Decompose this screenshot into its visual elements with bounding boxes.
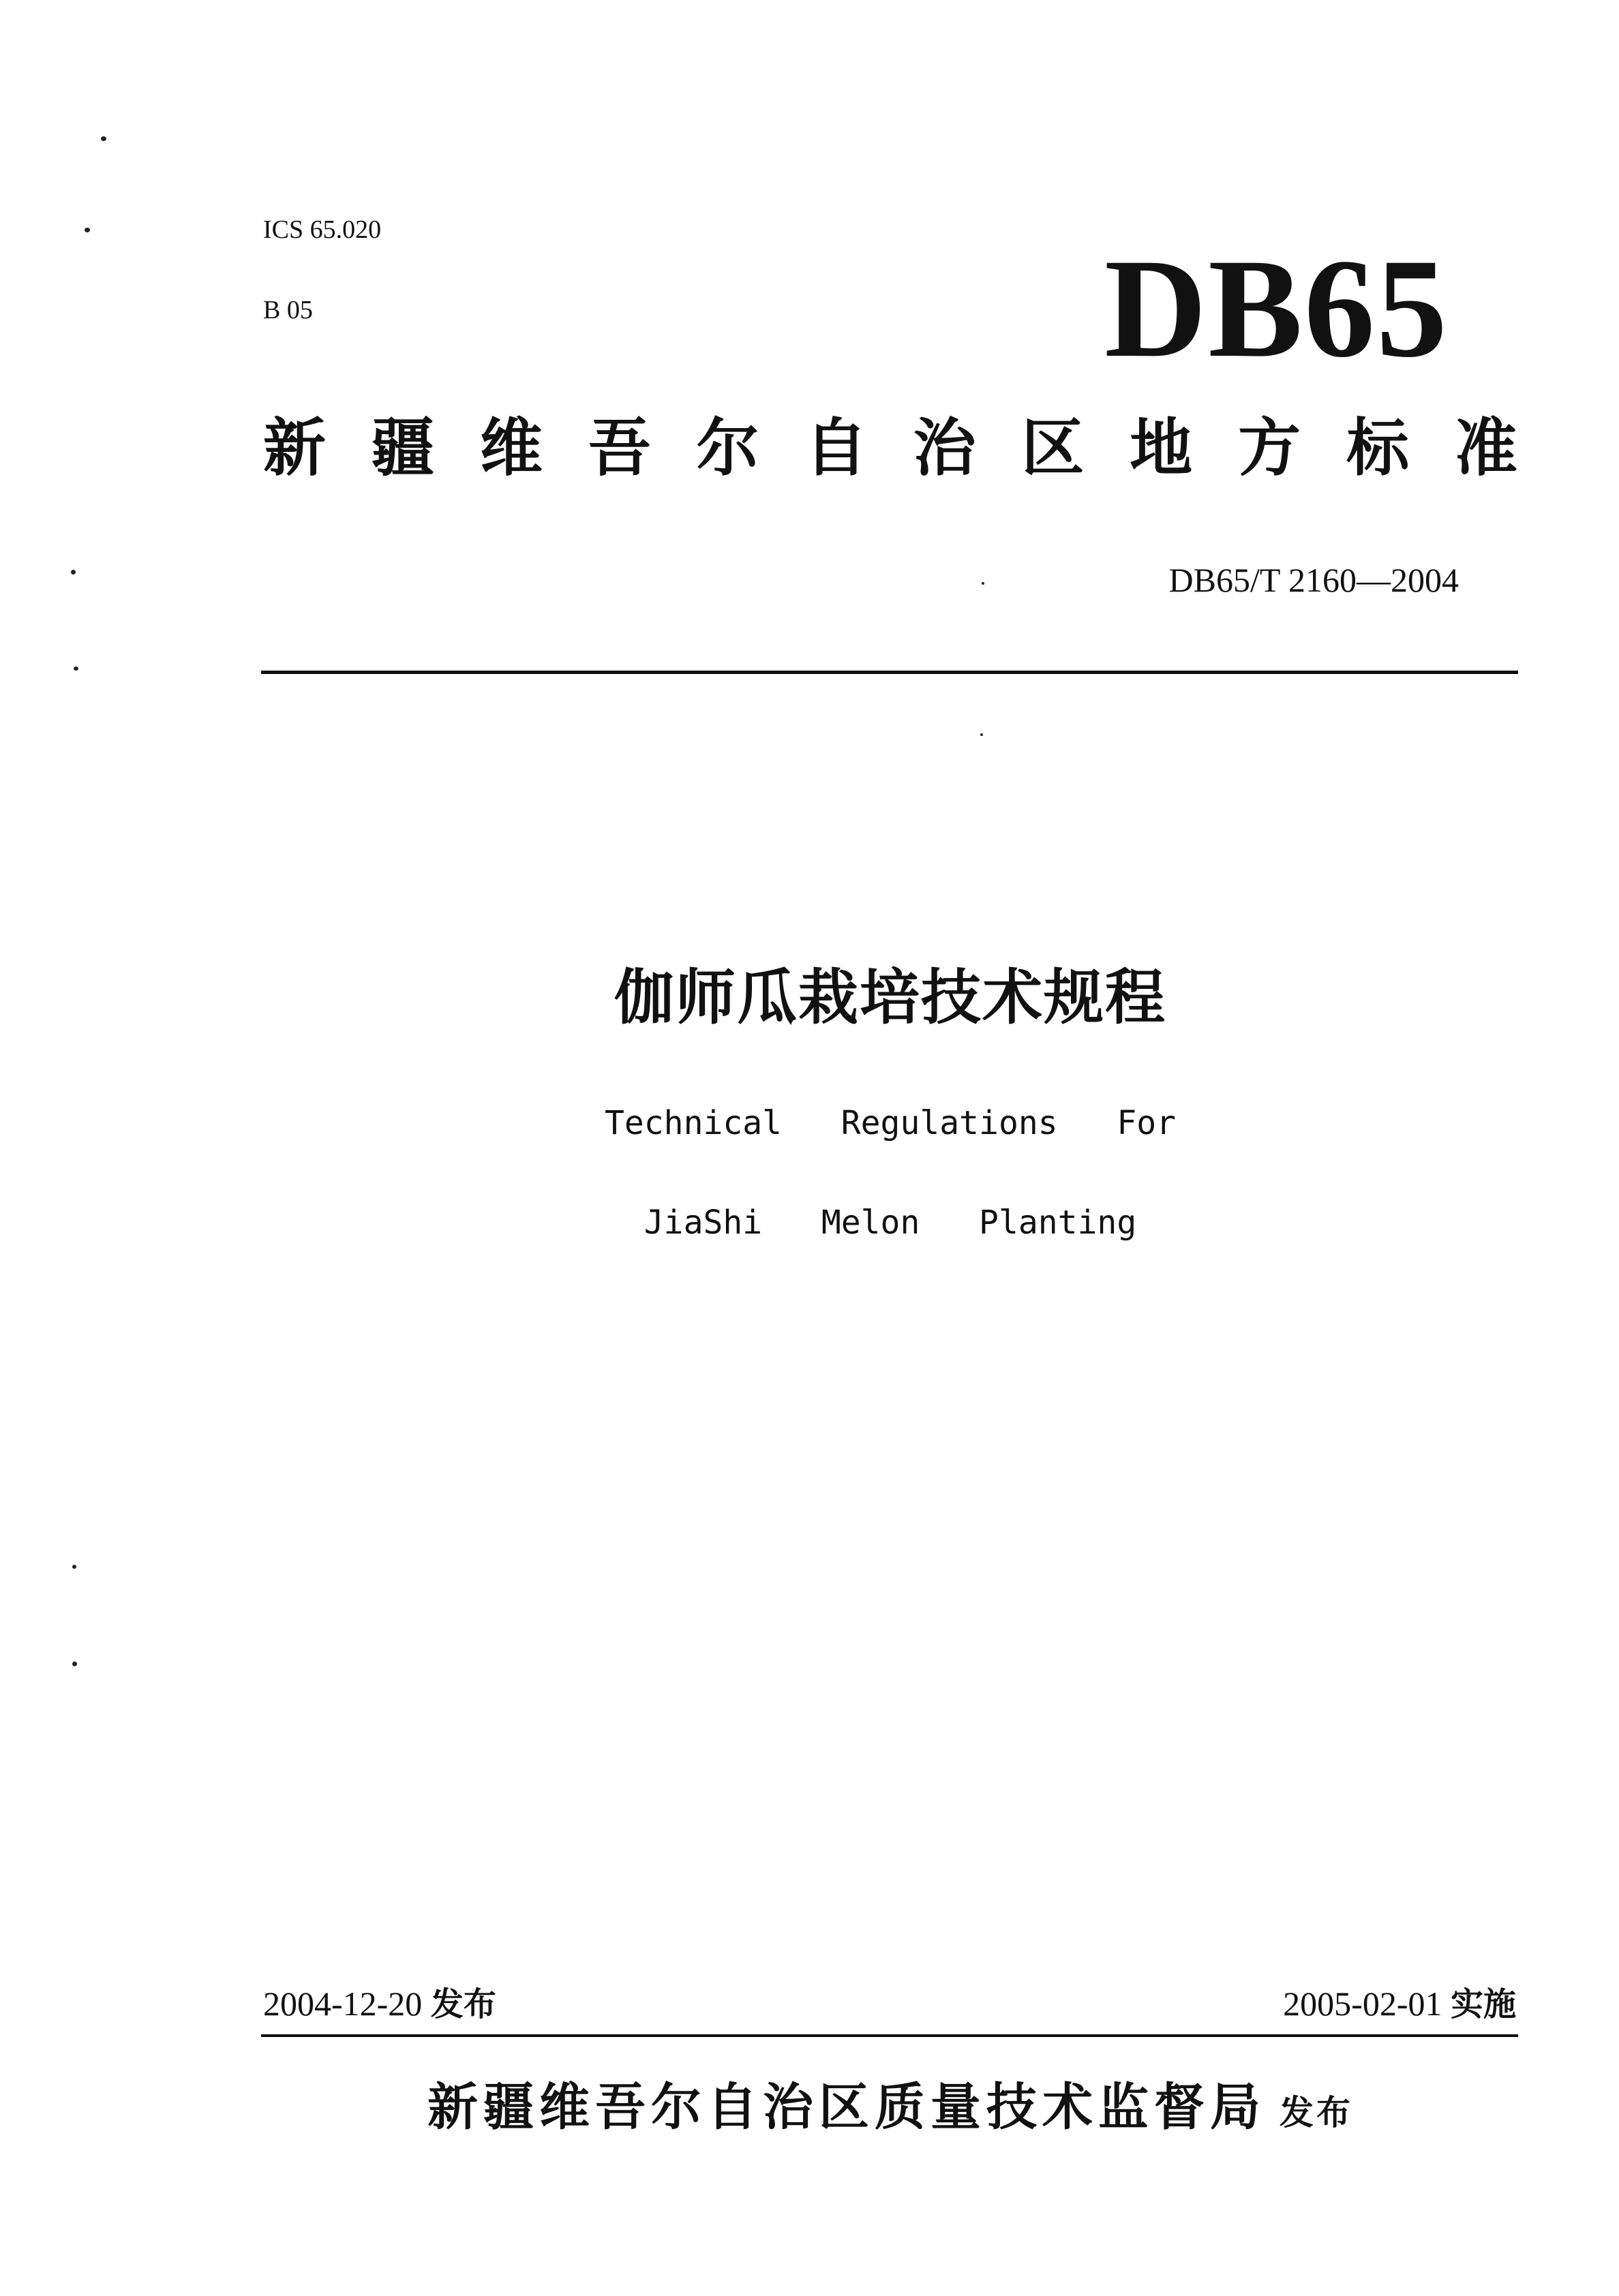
header-divider bbox=[261, 671, 1518, 674]
standard-title-char: 自 bbox=[804, 412, 868, 485]
scan-speck bbox=[982, 582, 984, 585]
standard-number: DB65/T 2160—2004 bbox=[1168, 561, 1459, 599]
db65-logo: DB65 bbox=[1104, 230, 1449, 386]
scan-speck bbox=[980, 733, 983, 736]
standard-title-char: 新 bbox=[263, 412, 327, 485]
standard-title-char: 地 bbox=[1130, 412, 1193, 485]
issuer-suffix: 发布 bbox=[1280, 2093, 1353, 2132]
classification-code: B 05 bbox=[263, 296, 313, 324]
publish-date-block bbox=[263, 1987, 496, 2021]
standard-title-char: 疆 bbox=[371, 412, 434, 485]
footer-divider bbox=[261, 2034, 1518, 2037]
standard-title-char: 标 bbox=[1346, 412, 1410, 485]
document-title-en-line1: Technical Regulations For bbox=[604, 1104, 1177, 1142]
scan-speck bbox=[101, 136, 106, 141]
issuing-authority bbox=[263, 2078, 1517, 2137]
standard-category-title bbox=[263, 412, 1517, 485]
scan-speck bbox=[85, 228, 90, 232]
standard-title-char: 方 bbox=[1238, 412, 1301, 485]
scan-speck bbox=[71, 570, 76, 575]
standard-title-char: 维 bbox=[479, 412, 543, 485]
document-title-en-line2: JiaShi Melon Planting bbox=[644, 1204, 1137, 1242]
standard-title-char: 区 bbox=[1021, 412, 1085, 485]
scan-speck bbox=[72, 1662, 77, 1666]
effective-date: 2005-02-01 bbox=[1283, 1985, 1442, 2023]
document-title-cn: 伽师瓜栽培技术规程 bbox=[614, 962, 1166, 1032]
publish-date: 2004-12-20 bbox=[263, 1985, 423, 2023]
issuer-name: 新疆维吾尔自治区质量技术监督局 bbox=[427, 2078, 1266, 2137]
standard-title-char: 准 bbox=[1454, 412, 1517, 485]
standard-title-char: 吾 bbox=[588, 412, 651, 485]
scan-speck bbox=[72, 1565, 76, 1569]
ics-code: ICS 65.020 bbox=[263, 215, 382, 244]
publish-label: 发布 bbox=[430, 1985, 496, 2023]
scan-speck bbox=[74, 667, 78, 671]
standard-title-char: 尔 bbox=[696, 412, 759, 485]
effective-label: 实施 bbox=[1450, 1985, 1516, 2023]
standard-title-char: 治 bbox=[913, 412, 976, 485]
effective-date-block bbox=[1023, 1987, 1516, 2021]
